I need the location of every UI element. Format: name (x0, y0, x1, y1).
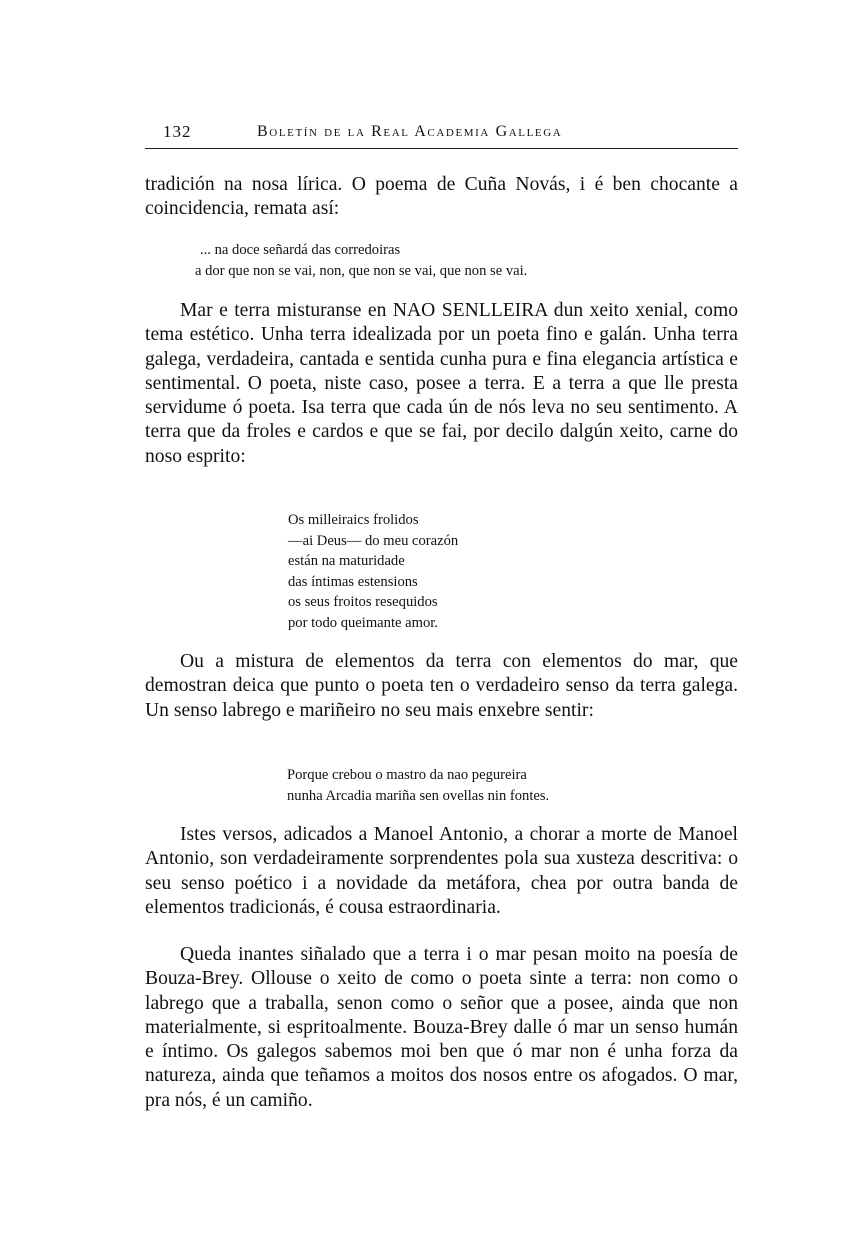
quote-2-line-2: —ai Deus— do meu corazón (288, 532, 459, 549)
paragraph-5 (145, 943, 738, 1113)
quote-3-line-2: nunha Arcadia mariña sen ovellas nin fontes. (287, 787, 550, 804)
quote-2-line-3: están na maturidade (288, 553, 405, 569)
quote-1-line-1: ... na doce señardá das corredoiras (200, 242, 401, 258)
quote-1 (195, 240, 527, 281)
quote-2-line-5: os seus froitos resequidos (288, 594, 438, 610)
quote-2-line-4: das íntimas estensions (288, 573, 418, 590)
paragraph-2-text: Mar e terra misturanse en NAO SENLLEIRA dun xeito xenial, como tema estético. Unha terra idealizada por un poeta fino e galán. Unha terra galega, verdadeira, cantada e sentida cunha pura e fina elegancia artística e sentimental. O poeta, niste caso, posee a terra. E a terra a que lle presta servidume ó poeta. Isa terra que cada ún de nós leva no seu sentimento. A terra que da froles e cardos e que se fai, por decilo dalgún xeito, carne do noso esprito: (145, 300, 738, 467)
quote-3 (287, 765, 549, 806)
paragraph-4 (145, 823, 738, 920)
quote-1-line-2: a dor que non se vai, non, que non se vai, que non se vai. (195, 262, 528, 279)
quote-2-line-1: Os milleiraics frolidos (288, 512, 419, 528)
quote-3-line-1: Porque crebou o mastro da nao pegureira (287, 767, 527, 783)
paragraph-2 (145, 299, 738, 469)
paragraph-4-text: Istes versos, adicados a Manoel Antonio, a chorar a morte de Manoel Antonio, son verdadeiramente sorprendentes pola sua xusteza descritiva: o seu senso poético i a novidade da metáfora, chea por outra banda de elementos tradicionás, é cousa estraordinaria. (145, 824, 738, 918)
quote-2-line-6: por todo queimante amor. (288, 614, 438, 631)
page-header (145, 122, 738, 149)
quote-2 (288, 510, 458, 633)
paragraph-5-text: Queda inantes siñalado que a terra i o mar pesan moito na poesía de Bouza-Brey. Ollouse o xeito de como o poeta sinte a terra: non como o labrego que a traballa, senon como o señor que a posee, ainda que non materialmente, si espritoalmente. Bouza-Brey dalle ó mar un senso humán e íntimo. Os galegos sabemos moi ben que ó mar non é unha forza da natureza, ainda que teñamos a moitos dos nosos entre os afogados. O mar, pra nós, é un camiño. (145, 944, 738, 1111)
paragraph-1 (145, 173, 738, 222)
page-number: 132 (163, 122, 192, 141)
paragraph-3-text: Ou a mistura de elementos da terra con elementos do mar, que demostran deica que punto o poeta ten o verdadeiro senso da terra galega. Un senso labrego e mariñeiro no seu mais enxebre sentir: (145, 651, 738, 721)
running-title: Boletín de la Real Academia Gallega (257, 123, 563, 140)
paragraph-1-text: tradición na nosa lírica. O poema de Cuña Novás, i é ben chocante a coincidencia, remata así: (145, 174, 738, 220)
paragraph-3 (145, 650, 738, 723)
